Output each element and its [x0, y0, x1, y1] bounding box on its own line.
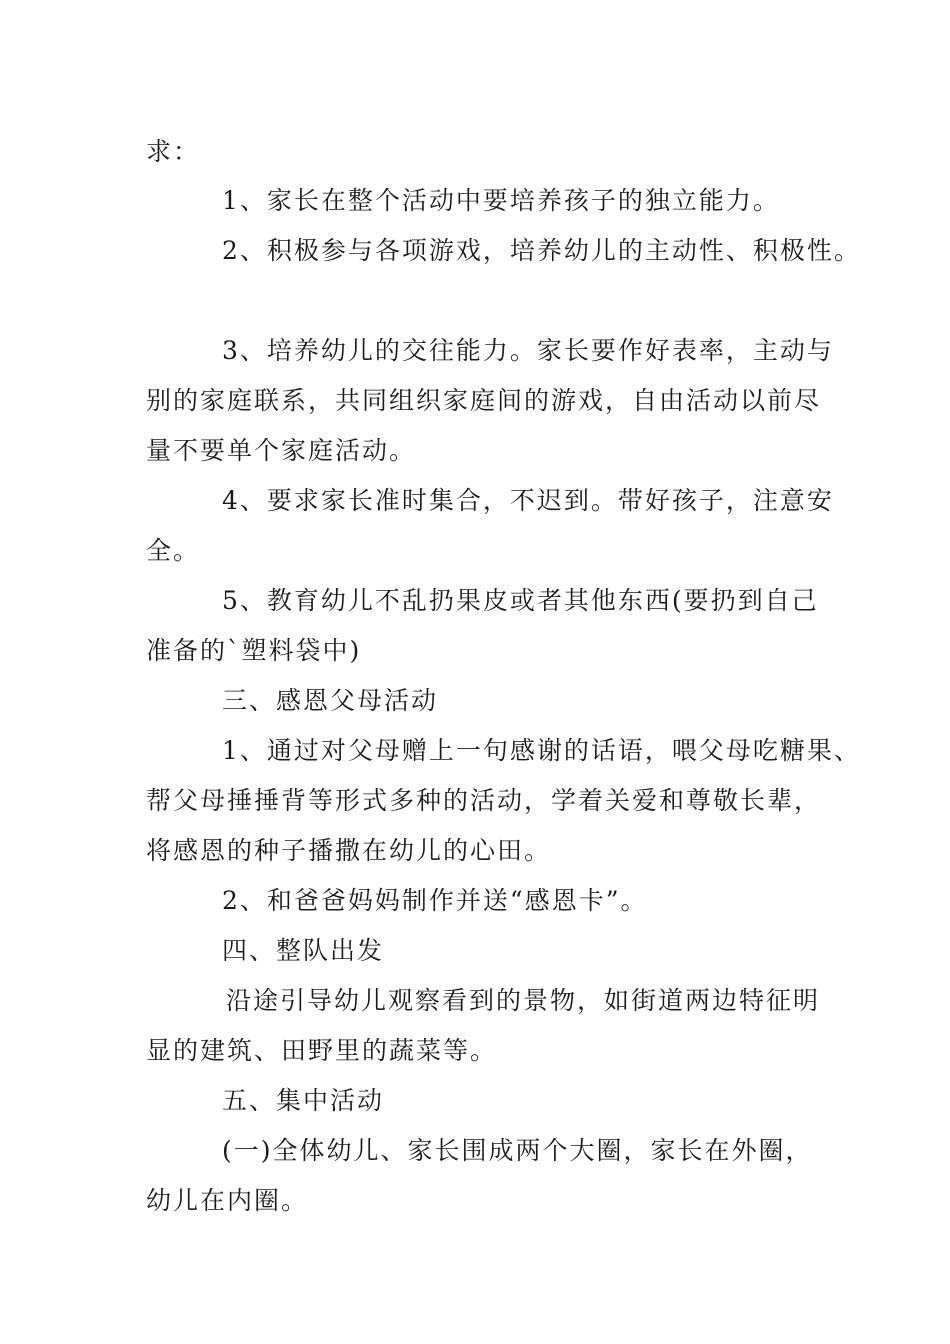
section-heading: 三、感恩父母活动 [222, 686, 439, 715]
section-heading: 五、集中活动 [222, 1086, 385, 1115]
text-line: 1、通过对父母赠上一句感谢的话语，喂父母吃糖果、 [222, 736, 861, 765]
text-line: 2、积极参与各项游戏，培养幼儿的主动性、积极性。 [222, 236, 861, 265]
text-line: 全。 [146, 536, 201, 565]
text-line: 帮父母捶捶背等形式多种的活动，学着关爱和尊敬长辈， [146, 786, 822, 815]
text-line: (一)全体幼儿、家长围成两个大圈，家长在外圈， [222, 1136, 813, 1165]
text-line: 沿途引导幼儿观察看到的景物，如街道两边特征明 [226, 986, 821, 1015]
text-line: 幼儿在内圈。 [146, 1186, 309, 1215]
text-line: 2、和爸爸妈妈制作并送“感恩卡”。 [222, 886, 648, 915]
text-line: 1、家长在整个活动中要培养孩子的独立能力。 [222, 186, 780, 215]
text-line: 求： [146, 137, 201, 166]
text-line: 准备的`塑料袋中) [146, 636, 362, 665]
text-line: 将感恩的种子播撒在幼儿的心田。 [146, 836, 552, 865]
text-line: 量不要单个家庭活动。 [146, 436, 417, 465]
text-line: 显的建筑、田野里的蔬菜等。 [146, 1036, 498, 1065]
section-heading: 四、整队出发 [222, 936, 385, 965]
text-line: 4、要求家长准时集合，不迟到。带好孩子，注意安 [222, 486, 834, 515]
text-line: 5、教育幼儿不乱扔果皮或者其他东西(要扔到自己 [222, 586, 819, 615]
text-line: 3、培养幼儿的交往能力。家长要作好表率，主动与 [222, 336, 834, 365]
text-line: 别的家庭联系，共同组织家庭间的游戏，自由活动以前尽 [146, 386, 822, 415]
